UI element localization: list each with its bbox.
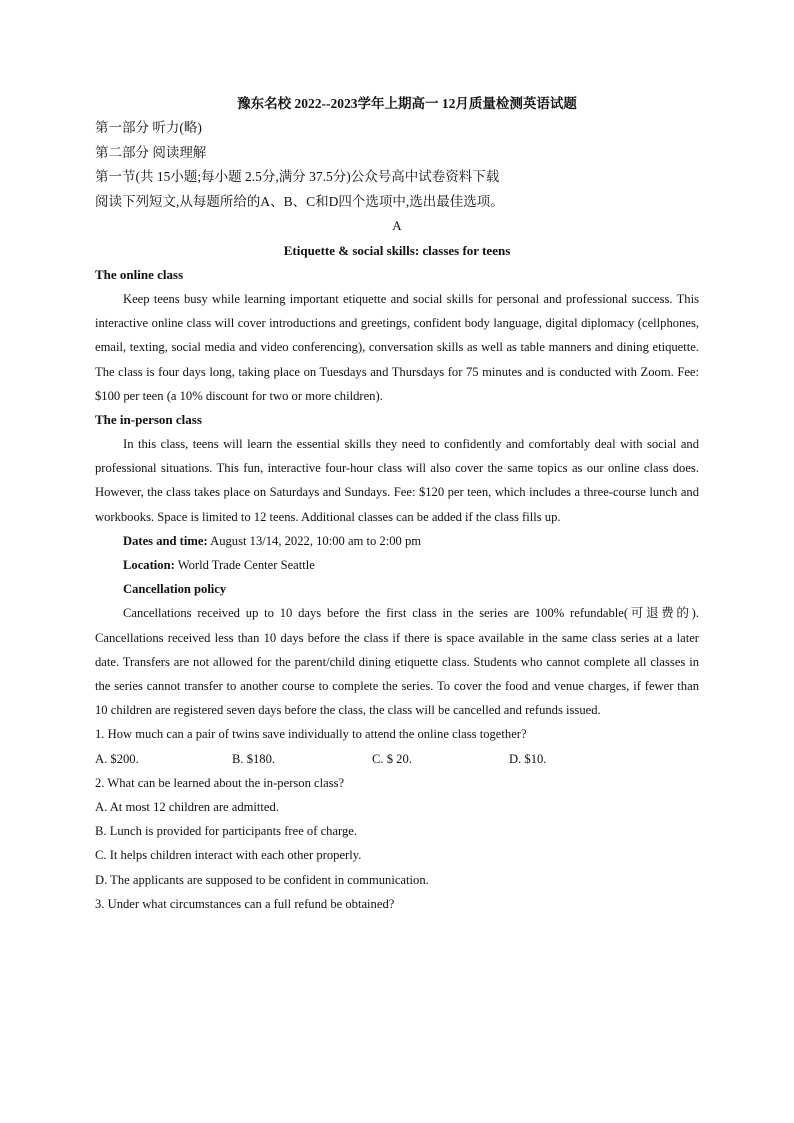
part1-label: 第一部分 听力(略) <box>95 120 202 135</box>
part2-label: 第二部分 阅读理解 <box>95 144 207 160</box>
passage-title: Etiquette & social skills: classes for teens <box>283 242 511 258</box>
location-value: World Trade Center Seattle <box>174 558 315 573</box>
online-class-heading: The online class <box>95 267 184 282</box>
location-line <box>95 553 699 577</box>
instruction-text: 阅读下列短文,从每题所给的A、B、C和D四个选项中,选出最佳选项。 <box>95 193 504 209</box>
dates-value: August 13/14, 2022, 10:00 am to 2:00 pm <box>207 533 422 548</box>
q2-option-d: D. The applicants are supposed to be confident in communication. <box>95 872 429 887</box>
cancellation-heading: Cancellation policy <box>123 582 227 597</box>
q1-option-a: A. $200. <box>95 751 139 766</box>
exam-page <box>95 92 699 916</box>
q1-option-b: B. $180. <box>232 751 276 766</box>
location-label: Location: <box>123 558 175 573</box>
question-3: 3. Under what circumstances can a full refund be obtained? <box>95 896 395 911</box>
dates-label: Dates and time: <box>123 533 208 548</box>
inperson-class-heading: The in-person class <box>95 412 202 428</box>
q2-option-a: A. At most 12 children are admitted. <box>95 800 279 815</box>
inperson-class-paragraph: In this class, teens will learn the essential skills they need to confidently and comfortably deal with social and professional situations. This fun, interactive four-hour class will also cover the same topics as our online class does. However, the class takes place on Saturdays and Sundays. Fee: $120 per teen, which includes a three-course lunch and workbooks. Space is limited to 12 teens. Additional classes can be added if the class fills up. <box>95 437 699 524</box>
dates-line <box>95 529 699 553</box>
question-1: 1. How much can a pair of twins save individually to attend the online class together? <box>95 727 527 742</box>
exam-title: 豫东名校 2022--2023学年上期高一 12月质量检测英语试题 <box>237 96 577 111</box>
q1-option-d: D. $10. <box>509 751 547 766</box>
passage-label: A <box>392 218 402 233</box>
cancellation-paragraph: Cancellations received up to 10 days before the first class in the series are 100% refundable(可退费的). Cancellations received less than 10 days before the class if there is space available in the same class series at a later date. Transfers are not allowed for the parent/child dining etiquette class. Students who cannot complete all classes in the series cannot transfer to another course to complete the series. To cover the food and venue charges, if fewer than 10 children are registered seven days before the class, the class will be cancelled and refunds issued. <box>95 606 699 718</box>
q1-option-c: C. $ 20. <box>372 751 412 766</box>
online-class-paragraph: Keep teens busy while learning important etiquette and social skills for personal and professional success. This interactive online class will cover introductions and greetings, confident body language, digital diplomacy (cellphones, email, texting, social media and video conferencing), conversation skills as well as table manners and dining etiquette. The class is four days long, taking place on Tuesdays and Thursdays for 75 minutes and is conducted with Zoom. Fee: $100 per teen (a 10% discount for two or more children). <box>95 292 699 403</box>
section1-label: 第一节(共 15小题;每小题 2.5分,满分 37.5分)公众号高中试卷资料下载 <box>95 169 500 184</box>
question-2: 2. What can be learned about the in-person class? <box>95 775 345 790</box>
q2-option-b: B. Lunch is provided for participants free of charge. <box>95 824 358 839</box>
q2-option-c: C. It helps children interact with each other properly. <box>95 848 362 863</box>
question-1-options <box>95 747 699 771</box>
